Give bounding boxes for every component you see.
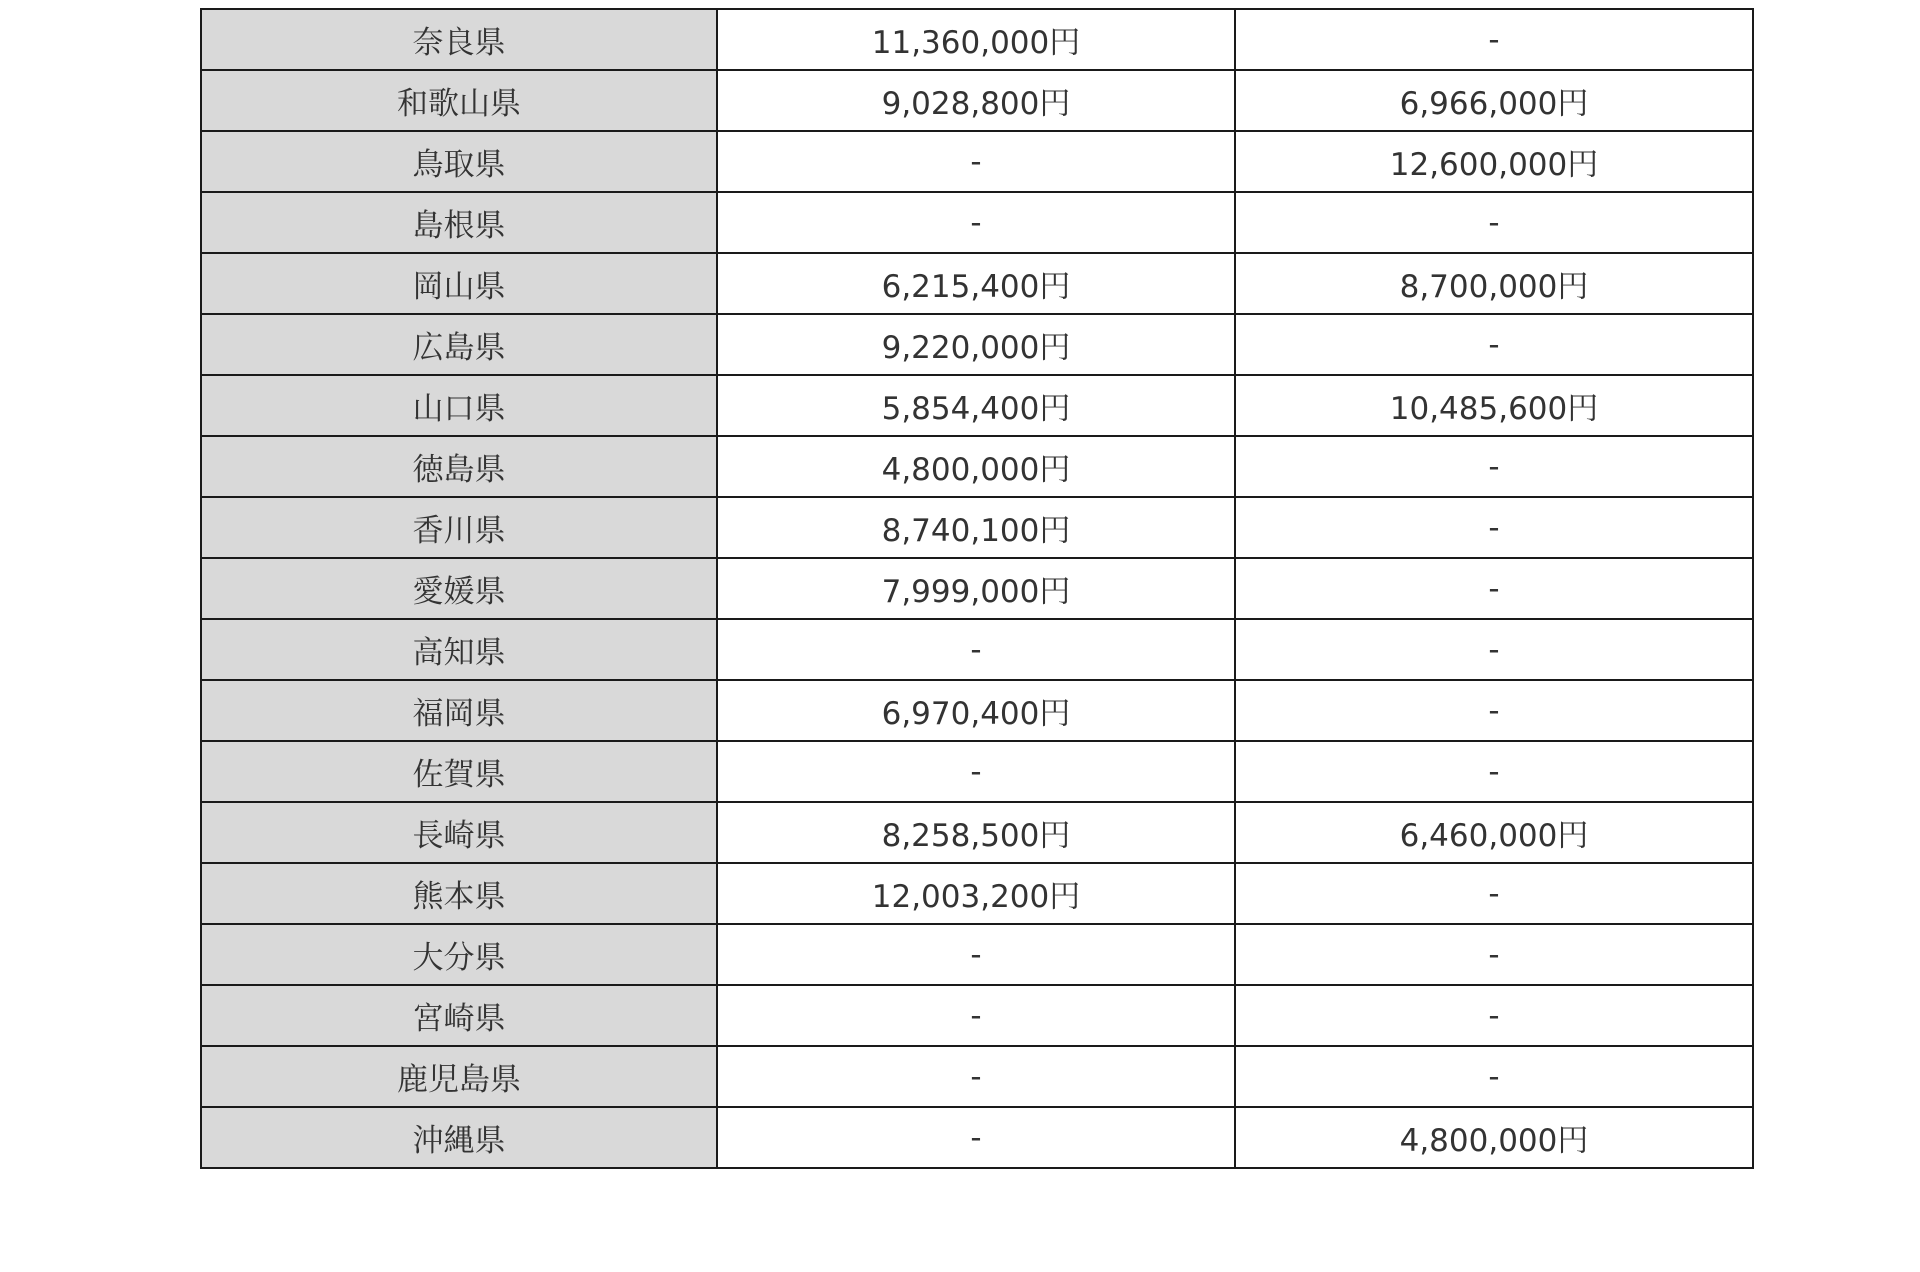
amount-cell: 4,800,000円: [717, 436, 1235, 497]
amount-cell: -: [1235, 497, 1753, 558]
prefecture-cell: 愛媛県: [201, 558, 717, 619]
table-row: [201, 314, 1753, 375]
prefecture-cell: 山口県: [201, 375, 717, 436]
table-row: [201, 1046, 1753, 1107]
table-row: [201, 70, 1753, 131]
amount-cell: 11,360,000円: [717, 9, 1235, 70]
table-row: [201, 375, 1753, 436]
amount-cell: -: [717, 192, 1235, 253]
amount-cell: -: [1235, 863, 1753, 924]
prefecture-cell: 佐賀県: [201, 741, 717, 802]
amount-cell: -: [1235, 9, 1753, 70]
amount-cell: -: [1235, 741, 1753, 802]
table-row: [201, 985, 1753, 1046]
amount-cell: -: [1235, 680, 1753, 741]
table-row: [201, 619, 1753, 680]
prefecture-cell: 長崎県: [201, 802, 717, 863]
prefecture-cell: 鳥取県: [201, 131, 717, 192]
prefecture-cell: 奈良県: [201, 9, 717, 70]
prefecture-cell: 香川県: [201, 497, 717, 558]
amount-cell: 6,215,400円: [717, 253, 1235, 314]
amount-cell: -: [717, 741, 1235, 802]
amount-cell: -: [717, 1046, 1235, 1107]
table-row: [201, 558, 1753, 619]
table-row: [201, 802, 1753, 863]
amount-cell: -: [1235, 192, 1753, 253]
table-body: [201, 9, 1753, 1168]
prefecture-cell: 島根県: [201, 192, 717, 253]
table-row: [201, 924, 1753, 985]
amount-cell: 8,740,100円: [717, 497, 1235, 558]
amount-cell: 12,600,000円: [1235, 131, 1753, 192]
table-row: [201, 436, 1753, 497]
table-row: [201, 863, 1753, 924]
amount-cell: -: [717, 619, 1235, 680]
amount-cell: -: [1235, 436, 1753, 497]
amount-cell: 8,700,000円: [1235, 253, 1753, 314]
amount-cell: 10,485,600円: [1235, 375, 1753, 436]
amount-cell: -: [717, 985, 1235, 1046]
prefecture-cell: 福岡県: [201, 680, 717, 741]
prefecture-cell: 広島県: [201, 314, 717, 375]
prefecture-cell: 大分県: [201, 924, 717, 985]
amount-cell: 12,003,200円: [717, 863, 1235, 924]
amount-cell: -: [1235, 1046, 1753, 1107]
table-row: [201, 131, 1753, 192]
amount-cell: -: [1235, 314, 1753, 375]
table-row: [201, 9, 1753, 70]
amount-cell: 4,800,000円: [1235, 1107, 1753, 1168]
prefecture-cell: 鹿児島県: [201, 1046, 717, 1107]
amount-cell: 6,460,000円: [1235, 802, 1753, 863]
prefecture-amount-table: [200, 8, 1754, 1169]
amount-cell: 9,220,000円: [717, 314, 1235, 375]
table-row: [201, 1107, 1753, 1168]
amount-cell: -: [717, 1107, 1235, 1168]
table-row: [201, 192, 1753, 253]
amount-cell: -: [1235, 619, 1753, 680]
amount-cell: -: [1235, 558, 1753, 619]
amount-cell: 8,258,500円: [717, 802, 1235, 863]
amount-cell: 7,999,000円: [717, 558, 1235, 619]
amount-cell: 5,854,400円: [717, 375, 1235, 436]
table-row: [201, 741, 1753, 802]
amount-cell: -: [1235, 924, 1753, 985]
prefecture-cell: 岡山県: [201, 253, 717, 314]
amount-cell: -: [717, 924, 1235, 985]
amount-cell: 9,028,800円: [717, 70, 1235, 131]
table-row: [201, 497, 1753, 558]
table-row: [201, 680, 1753, 741]
amount-cell: 6,970,400円: [717, 680, 1235, 741]
prefecture-cell: 沖縄県: [201, 1107, 717, 1168]
prefecture-cell: 熊本県: [201, 863, 717, 924]
prefecture-cell: 和歌山県: [201, 70, 717, 131]
amount-cell: -: [1235, 985, 1753, 1046]
prefecture-cell: 高知県: [201, 619, 717, 680]
amount-cell: 6,966,000円: [1235, 70, 1753, 131]
prefecture-cell: 徳島県: [201, 436, 717, 497]
table-row: [201, 253, 1753, 314]
amount-cell: -: [717, 131, 1235, 192]
prefecture-cell: 宮崎県: [201, 985, 717, 1046]
